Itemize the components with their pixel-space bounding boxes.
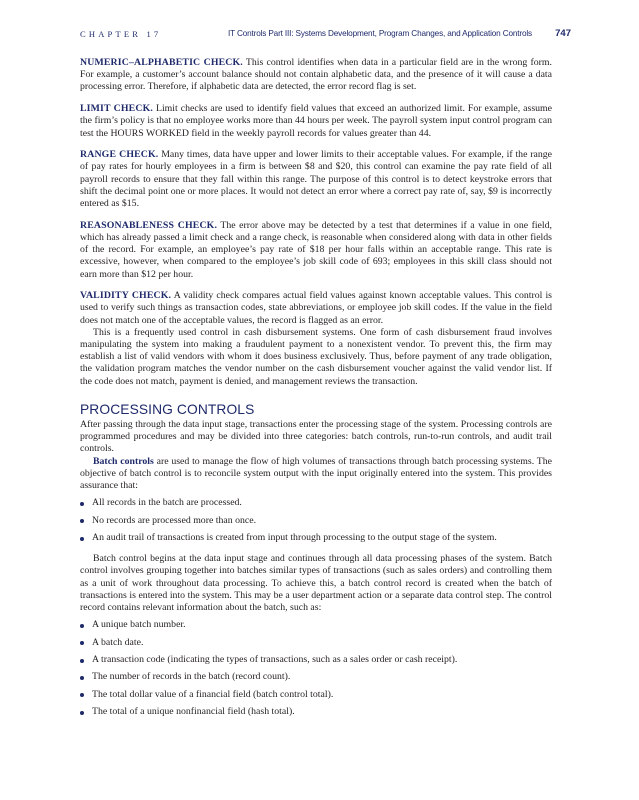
section-heading-processing-controls: PROCESSING CONTROLS: [80, 401, 255, 417]
paragraph-range-check: [80, 149, 552, 210]
bullet-icon: [80, 659, 84, 663]
paragraph-batch-control-begins: Batch control begins at the data input stage and continues through all data processing phases of the system. Batch control involves grouping together into batches similar types of transactions (such as sales orders) and controlling them as a unit of work throughout data processing. To achieve this, a batch control record is created when the batch of transactions is entered into the system. This may be a user department action or a separate data control step. The control record contains relevant information about the batch, such as:: [80, 553, 552, 614]
paragraph-numeric-alphabetic-check: [80, 57, 552, 94]
list-item-text: A unique batch number.: [92, 619, 186, 631]
bullet-icon: [80, 693, 84, 697]
term-limit-check: LIMIT CHECK.: [80, 103, 153, 115]
list-item-text: A batch date.: [92, 636, 144, 648]
list-item: [80, 637, 552, 649]
paragraph-text: The error above may be detected by a test that determines if a value in one field, which has already passed a limit check and a range check, is reasonable when considered along with data in other fields of the record. For example, an employee’s pay rate of $18 per hour falls within an acceptable range. This rate is excessive, however, when compared to the employee’s job skill code of 693; employees in this skill class should not earn more than $12 per hour.: [80, 219, 552, 280]
paragraph-validity-followup: This is a frequently used control in cash disbursement systems. One form of cash disbursement fraud involves manipulating the system into making a fraudulent payment to a nonexistent vendor. To prevent this, the firm may establish a list of valid vendors with whom it does business exclusively. Thus, before payment of any trade obligation, the validation program matches the vendor number on the cash disbursement voucher against the valid vendor list. If the code does not match, payment is denied, and management reviews the transaction.: [80, 326, 552, 387]
page-body: [80, 57, 552, 727]
page-number: 747: [555, 28, 571, 39]
bullet-icon: [80, 676, 84, 680]
bullet-icon: [80, 624, 84, 628]
bullet-icon: [80, 537, 84, 541]
term-batch-controls: Batch controls: [93, 455, 154, 467]
assurance-bullet-list: [80, 497, 552, 544]
list-item-text: The total of a unique nonfinancial field (hash total).: [92, 706, 295, 718]
bullet-icon: [80, 519, 84, 523]
chapter-label: CHAPTER 17: [80, 29, 162, 39]
term-validity-check: VALIDITY CHECK.: [80, 290, 172, 302]
list-item: [80, 497, 552, 509]
list-item-text: A transaction code (indicating the types of transactions, such as a sales order or cash receipt).: [92, 654, 458, 666]
list-item: [80, 619, 552, 631]
bullet-icon: [80, 711, 84, 715]
control-record-bullet-list: [80, 619, 552, 718]
list-item-text: No records are processed more than once.: [92, 514, 257, 526]
term-reasonableness-check: REASONABLENESS CHECK.: [80, 219, 218, 231]
list-item-text: An audit trail of transactions is created from input through processing to the output stage of the system.: [92, 532, 497, 544]
paragraph-text: A validity check compares actual field values against known acceptable values. This control is used to verify such things as transaction codes, state abbreviations, or employee job skill codes. If the value in the field does not match one of the acceptable values, the record is flagged as an error.: [80, 290, 552, 326]
paragraph-batch-controls: [80, 456, 552, 493]
chapter-title: IT Controls Part III: Systems Development, Program Changes, and Application Controls: [228, 29, 532, 38]
list-item: [80, 654, 552, 666]
paragraph-reasonableness-check: [80, 220, 552, 281]
paragraph-text: Limit checks are used to identify field values that exceed an authorized limit. For example, assume the firm’s policy is that no employee works more than 44 hours per week. The payroll system input control program can test the HOURS WORKED field in the weekly payroll records for values greater than 44.: [80, 103, 553, 139]
paragraph-text: This control identifies when data in a particular field are in the wrong form. For example, a customer’s account balance should not contain alphabetic data, and the presence of it will cause a data processing error. Therefore, if alphabetic data are detected, the error record flag is set.: [80, 57, 552, 93]
list-item: [80, 671, 552, 683]
term-numeric-alphabetic-check: NUMERIC–ALPHABETIC CHECK.: [80, 57, 243, 68]
list-item-text: The total dollar value of a financial field (batch control total).: [92, 688, 334, 700]
term-range-check: RANGE CHECK.: [80, 149, 159, 161]
paragraph-text: Many times, data have upper and lower limits to their acceptable values. For example, if the range of pay rates for hourly employees in a firm is between $8 and $20, this control can examine the pay rate field of all payroll records to ensure that they fall within this range. The purpose of this control is to detect keystroke errors that shift the decimal point one or more places. It would not detect an error where a correct pay rate of, say, $9 is incorrectly entered as $15.: [80, 149, 552, 210]
bullet-icon: [80, 502, 84, 506]
bullet-icon: [80, 641, 84, 645]
paragraph-processing-intro: After passing through the data input stage, transactions enter the processing stage of the system. Processing controls are programmed procedures and may be divided into three categories: batch controls, run-to-run controls, and audit trail controls.: [80, 419, 552, 455]
list-item: [80, 515, 552, 527]
paragraph-limit-check: [80, 103, 552, 140]
list-item: [80, 689, 552, 701]
running-head: [80, 28, 571, 43]
paragraph-text: are used to manage the flow of high volumes of transactions through batch processing systems. The objective of batch control is to reconcile system output with the input originally entered into the system. This provides assurance that:: [80, 455, 552, 492]
list-item: [80, 706, 552, 718]
list-item: [80, 532, 552, 544]
list-item-text: The number of records in the batch (record count).: [92, 671, 291, 683]
list-item-text: All records in the batch are processed.: [92, 497, 242, 509]
paragraph-validity-check: [80, 290, 552, 327]
